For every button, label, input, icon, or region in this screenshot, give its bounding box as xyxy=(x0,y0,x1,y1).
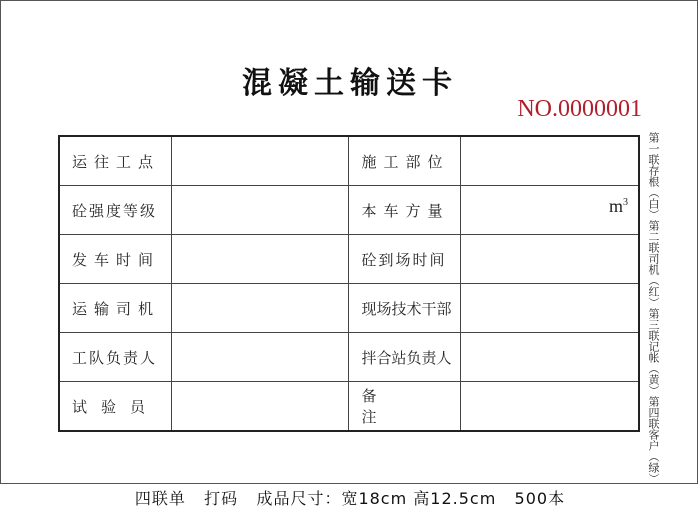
field-destination[interactable] xyxy=(171,136,349,186)
label-team-leader: 工队负责人 xyxy=(59,333,171,382)
table-row xyxy=(59,186,639,235)
field-site-tech-staff[interactable] xyxy=(461,284,639,333)
field-departure-time[interactable] xyxy=(171,235,349,284)
field-team-leader[interactable] xyxy=(171,333,349,382)
field-remarks[interactable] xyxy=(461,382,639,432)
field-concrete-grade[interactable] xyxy=(171,186,349,235)
label-arrival-time: 砼到场时间 xyxy=(349,235,461,284)
label-destination: 运往工点 xyxy=(59,136,171,186)
table-row xyxy=(59,235,639,284)
label-concrete-grade: 砼强度等级 xyxy=(59,186,171,235)
delivery-form-table xyxy=(58,135,640,432)
label-tester: 试验员 xyxy=(59,382,171,432)
print-spec-footer: 四联单 打码 成品尺寸：宽18cm 高12.5cm 500本 xyxy=(134,489,566,508)
table-row xyxy=(59,382,639,432)
label-site-tech-staff: 现场技术干部 xyxy=(349,284,461,333)
table-row xyxy=(59,136,639,186)
field-tester[interactable] xyxy=(171,382,349,432)
field-plant-manager[interactable] xyxy=(461,333,639,382)
table-row xyxy=(59,333,639,382)
copy-distribution-note: 第一联存根（白）第二联司机（红）第三联记帐（黄）第四联客户（绿） xyxy=(647,132,660,484)
field-driver[interactable] xyxy=(171,284,349,333)
field-construction-part[interactable] xyxy=(461,136,639,186)
page-title: 混凝土输送卡 xyxy=(242,66,458,101)
label-plant-manager: 拌合站负责人 xyxy=(349,333,461,382)
label-truck-volume: 本车方量 xyxy=(349,186,461,235)
label-construction-part: 施工部位 xyxy=(349,136,461,186)
field-truck-volume[interactable] xyxy=(461,186,639,235)
serial-number: NO.0000001 xyxy=(517,96,642,122)
volume-unit: $m^3$ xyxy=(608,196,628,216)
label-remarks: 备注 xyxy=(349,382,461,432)
table-row xyxy=(59,284,639,333)
label-departure-time: 发车时间 xyxy=(59,235,171,284)
label-driver: 运输司机 xyxy=(59,284,171,333)
field-arrival-time[interactable] xyxy=(461,235,639,284)
